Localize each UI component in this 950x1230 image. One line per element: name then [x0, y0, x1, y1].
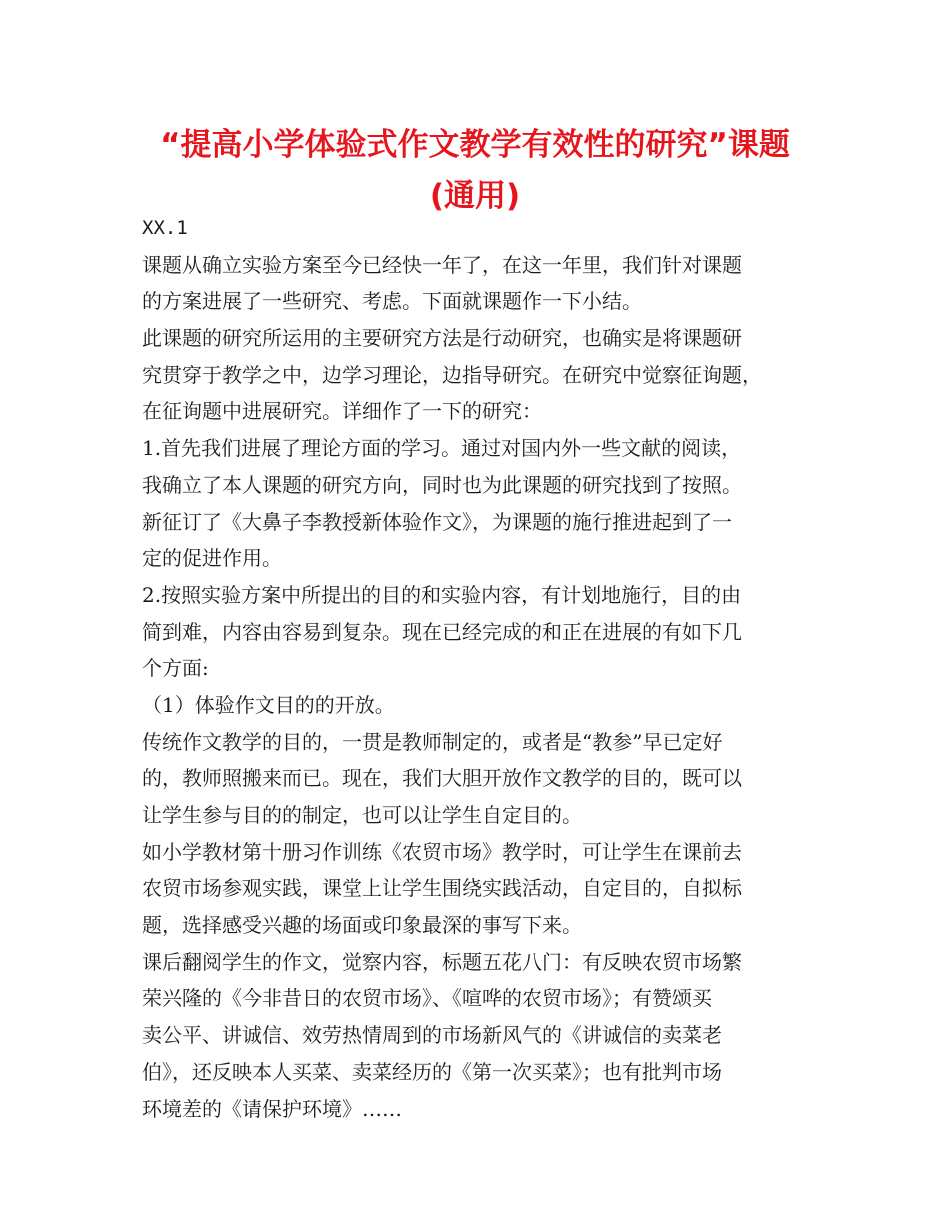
paragraph-line: 课后翻阅学生的作文，觉察内容，标题五花八门：有反映农贸市场繁	[142, 949, 742, 974]
document-title-line-2: (通用)	[429, 178, 521, 214]
paragraph-line: 题，选择感受兴趣的场面或印象最深的事写下来。	[142, 913, 582, 938]
paragraph-line: 个方面:	[142, 656, 209, 681]
paragraph-line: 简到难，内容由容易到复杂。现在已经完成的和正在进展的有如下几	[142, 619, 742, 644]
paragraph-line: 1.首先我们进展了理论方面的学习。通过对国内外一些文献的阅读，	[142, 436, 742, 461]
paragraph-line: 如小学教材第十册习作训练《农贸市场》教学时，可让学生在课前去	[142, 839, 742, 864]
paragraph-line: 我确立了本人课题的研究方向，同时也为此课题的研究找到了按照。	[142, 472, 742, 497]
document-body	[142, 210, 832, 1127]
paragraph-line: 定的促进作用。	[142, 546, 282, 571]
paragraph-line: 的方案进展了一些研究、考虑。下面就课题作一下小结。	[142, 289, 642, 314]
paragraph-line: 此课题的研究所运用的主要研究方法是行动研究，也确实是将课题研	[142, 326, 742, 351]
paragraph-line: 传统作文教学的目的，一贯是教师制定的，或者是“教参”早已定好	[142, 729, 723, 754]
paragraph-line: 卖公平、讲诚信、效劳热情周到的市场新风气的《讲诚信的卖菜老	[142, 1023, 722, 1048]
date-line: XX.1	[142, 217, 188, 239]
paragraph-line: 荣兴隆的《今非昔日的农贸市场》、《喧哗的农贸市场》；有赞颂买	[142, 986, 712, 1011]
paragraph-line: 伯》，还反映本人买菜、卖菜经历的《第一次买菜》；也有批判市场	[142, 1059, 722, 1084]
paragraph-line: 2.按照实验方案中所提出的目的和实验内容，有计划地施行，目的由	[142, 582, 742, 607]
paragraph-line: 环境差的《请保护环境》……	[142, 1096, 402, 1121]
paragraph-line: 的，教师照搬来而已。现在，我们大胆开放作文教学的目的，既可以	[142, 766, 742, 791]
paragraph-line: 农贸市场参观实践，课堂上让学生围绕实践活动，自定目的，自拟标	[142, 876, 742, 901]
paragraph-line: 课题从确立实验方案至今已经快一年了，在这一年里，我们针对课题	[142, 252, 742, 277]
document-title-line-1: “提高小学体验式作文教学有效性的研究”课题	[160, 127, 790, 163]
paragraph-line: 在征询题中进展研究。详细作了一下的研究：	[142, 399, 542, 424]
paragraph-line: 究贯穿于教学之中，边学习理论，边指导研究。在研究中觉察征询题，	[142, 362, 762, 387]
paragraph-line: 让学生参与目的的制定，也可以让学生自定目的。	[142, 803, 582, 827]
paragraph-line: 新征订了《大鼻子李教授新体验作文》，为课题的施行推进起到了一	[142, 509, 732, 534]
section-heading-line: （1）体验作文目的的开放。	[142, 692, 395, 717]
